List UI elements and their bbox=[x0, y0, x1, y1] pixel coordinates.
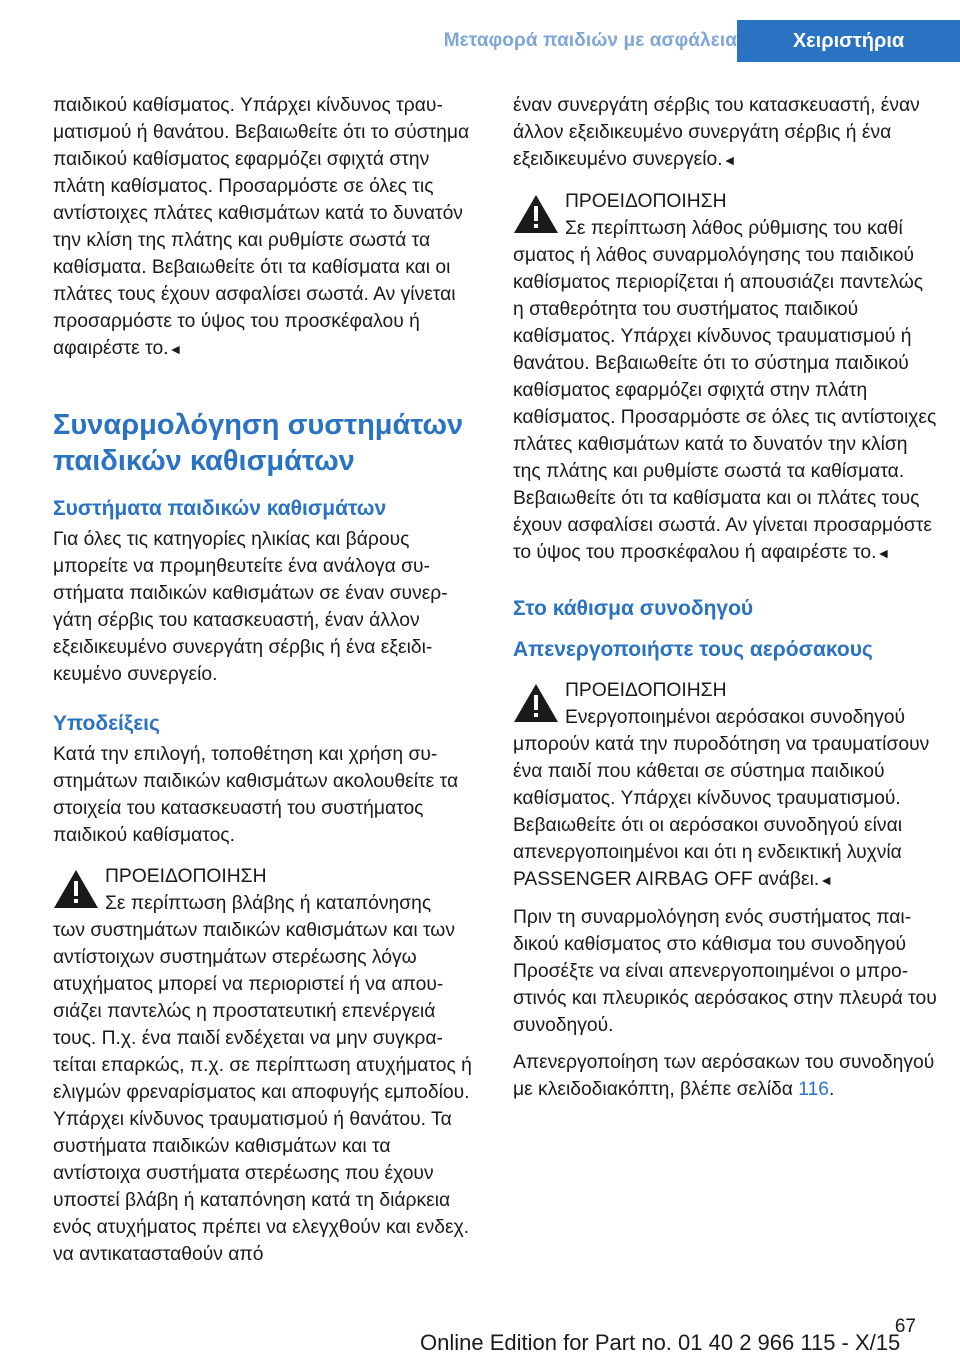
page-header bbox=[0, 0, 960, 62]
main-heading: Συναρμολόγηση συστημάτων παιδικών καθισμάτων bbox=[53, 409, 464, 477]
warning-first-line: Σε περίπτωση βλάβης ή καταπόνησης bbox=[105, 893, 432, 914]
end-mark: ◄ bbox=[722, 152, 737, 168]
end-mark: ◄ bbox=[876, 545, 891, 561]
page-number: 67 bbox=[894, 1316, 916, 1337]
warning-block bbox=[53, 863, 477, 1268]
systems-paragraph: Για όλες τις κατηγορίες ηλικίας και βάρους μπορείτε να προμηθευτείτε ένα ανάλογα συστήματα παιδικών καθισμάτων σε έναν συνεργάτη σέρβις του κατασκευαστή, έναν άλλον εξειδικευμένο συνεργάτη σέρβις ή ένα εξειδικευμένο συνεργείο. bbox=[53, 529, 448, 685]
section-tab[interactable]: Χειριστήρια bbox=[737, 20, 960, 62]
intro-paragraph: παιδικού καθίσματος. Υπάρχει κίνδυνος τραυματισμού ή θανάτου. Βεβαιωθείτε ότι το σύστημα παιδικού καθίσματος εφαρμόζει σφιχτά στην πλάτη καθίσματος. Προσαρμόστε σε όλες τις αντίστοιχες πλάτες καθισμάτων κατά το δυνατόν την κλίση της πλάτης και ρυθμίστε σωστά τα καθίσματα. Βεβαιωθείτε ότι τα καθίσματα και οι πλάτες τους έχουν ασφαλίσει σωστά. Αν γίνεται προσαρμόστε το ύψος του προσκέφαλου ή αφαιρέστε το.◄ bbox=[53, 95, 470, 359]
warning-triangle-icon bbox=[513, 683, 559, 723]
footer-edition: Online Edition for Part no. 01 40 2 966 115 - X/15 bbox=[420, 1330, 901, 1355]
warning-text: των συστημάτων παιδικών καθισμάτων και των αντίστοιχων συστημάτων στερέωσης λόγω ατυχήματος μπορεί να περιοριστεί ή να απουσιάζει παντελώς η προστατευτική επενέργειά τους. Π.χ. ένα παιδί ενδέχεται να μην συγκρατείται επαρκώς, π.χ. σε περίπτωση ατυχήματος ή ελιγμών φρεναρίσματος και αποφυγής εμποδίου. Υπάρχει κίνδυνος τραυματισμού ή θανάτου. Τα συστήματα παιδικών καθισμάτων και τα αντίστοιχα συστήματα στερέωσης που έχουν υποστεί βλάβη ή καταπόνηση κατά τη διάρκεια ενός ατυχήματος πρέπει να ελεγχθούν και ενδεχ. να αντικατασταθούν από bbox=[53, 920, 472, 1265]
hints-paragraph: Κατά την επιλογή, τοποθέτηση και χρήση συστημάτων παιδικών καθισμάτων ακολουθείτε τα στοιχεία του κατασκευαστή του συστήματος παιδικού καθίσματος. bbox=[53, 744, 459, 846]
chapter-title: Μεταφορά παιδιών με ασφάλεια bbox=[443, 30, 737, 51]
warning-triangle-icon bbox=[513, 194, 559, 234]
before-mounting-paragraph: Πριν τη συναρμολόγηση ενός συστήματος παιδικού καθίσματος στο κάθισμα του συνοδηγού Προσέξτε να είναι απενεργοποιημένοι ο μπροστινός και πλευρικός αερόσακος στην πλευρά του συνοδηγού. bbox=[513, 907, 937, 1036]
warning-triangle-icon bbox=[53, 869, 99, 909]
end-mark: ◄ bbox=[819, 872, 834, 888]
warning-block bbox=[513, 188, 937, 567]
warning-text: μπορούν κατά την πυροδότηση να τραυματίσουν ένα παιδί που κάθεται σε σύστημα παιδικού καθίσματος. Υπάρχει κίνδυνος τραυματισμού. Βεβαιωθείτε ότι οι αερόσακοι συνοδηγού είναι απενεργοποιημένοι και ότι η ενδεικτική λυχνία PASSENGER AIRBAG OFF ανάβει.◄ bbox=[513, 734, 930, 890]
right-column bbox=[513, 92, 937, 1103]
end-mark: ◄ bbox=[168, 341, 183, 357]
deactivation-paragraph: Απενεργοποίηση των αερόσακων του συνοδηγού με κλειδοδιακόπτη, βλέπε σελίδα 116. bbox=[513, 1052, 935, 1100]
warning-block bbox=[513, 677, 937, 894]
warning-first-line: Ενεργοποιημένοι αερόσακοι συνοδηγού bbox=[565, 707, 906, 728]
heading-hints: Υποδείξεις bbox=[53, 712, 160, 735]
warning-title: ΠΡΟΕΙΔΟΠΟΙΗΣΗ bbox=[105, 866, 267, 887]
warning-first-line: Σε περίπτωση λάθος ρύθμισης του καθί bbox=[565, 218, 903, 239]
page-link[interactable]: 116 bbox=[798, 1079, 830, 1100]
heading-deactivate-airbags: Απενεργοποιήστε τους αερόσακους bbox=[513, 638, 873, 661]
heading-passenger-seat: Στο κάθισμα συνοδηγού bbox=[513, 597, 754, 620]
heading-child-seat-systems: Συστήματα παιδικών καθισμάτων bbox=[53, 497, 387, 520]
warning-title: ΠΡΟΕΙΔΟΠΟΙΗΣΗ bbox=[565, 680, 727, 701]
continued-paragraph: έναν συνεργάτη σέρβις του κατασκευαστή, έναν άλλον εξειδικευμένο συνεργάτη σέρβις ή ένα εξειδικευμένο συνεργείο.◄ bbox=[513, 95, 920, 170]
left-column bbox=[53, 92, 477, 1268]
warning-title: ΠΡΟΕΙΔΟΠΟΙΗΣΗ bbox=[565, 191, 727, 212]
warning-text: σματος ή λάθος συναρμολόγησης του παιδικού καθίσματος περιορίζεται ή απουσιάζει παντελώς η σταθερότητα του συστήματος παιδικού καθίσματος. Υπάρχει κίνδυνος τραυματισμού ή θανάτου. Βεβαιωθείτε ότι το σύστημα παιδικού καθίσματος εφαρμόζει σφιχτά στην πλάτη καθίσματος. Προσαρμόστε σε όλες τις αντίστοιχες πλάτες καθισμάτων κατά το δυνατόν την κλίση της πλάτης και ρυθμίστε σωστά τα καθίσματα. Βεβαιωθείτε ότι τα καθίσματα και οι πλάτες τους έχουν ασφαλίσει σωστά. Αν γίνεται προσαρμόστε το ύψος του προσκέφαλου ή αφαιρέστε το.◄ bbox=[513, 245, 937, 563]
